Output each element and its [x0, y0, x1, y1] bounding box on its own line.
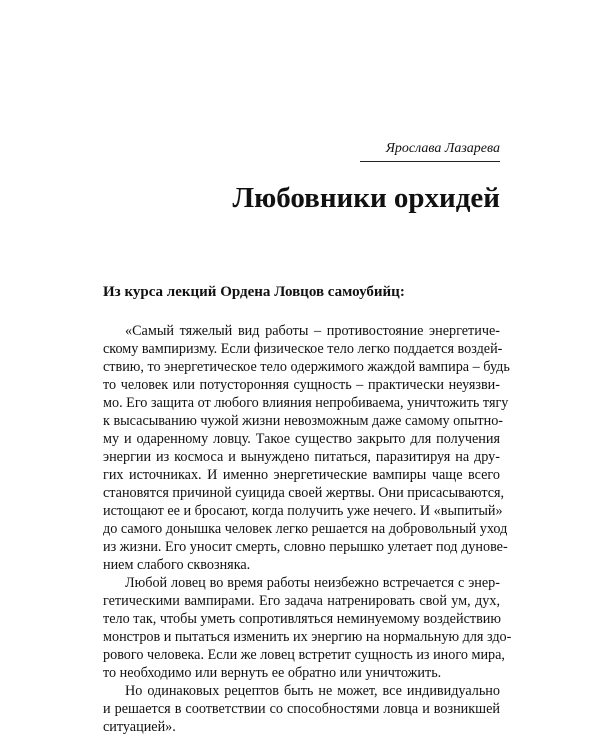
text-line: Но одинаковых рецептов быть не может, все индивидуально [125, 683, 500, 699]
text-line: Любой ловец во время работы неизбежно встречается с энер- [125, 575, 500, 591]
text-line: к высасыванию чужой жизни невозможным даже самому опытно- [103, 413, 504, 429]
text-line: рового человека. Если же ловец встретит сущность из иного мира, [103, 647, 505, 663]
text-line: до самого донышка человек легко решается на добровольный уход [103, 521, 508, 537]
text-line: му и одаренному ловцу. Такое существо закрыто для получения [103, 431, 500, 447]
text-line: нием слабого сквозняка. [103, 557, 251, 573]
text-line: гих источниках. И именно энергетические вампиры чаще всего [103, 467, 500, 483]
body-text [103, 322, 512, 736]
text-line: тело так, чтобы уметь сопротивляться неминуемому воздействию [103, 611, 501, 627]
text-line: монстров и пытаться изменить их энергию на нормальную для здо- [103, 629, 512, 645]
text-line: гетическими вампирами. Его задача натренировать свой ум, дух, [103, 593, 500, 609]
text-line: «Самый тяжелый вид работы – противостояние энергетиче- [125, 323, 500, 339]
story-title: Любовники орхидей [232, 182, 500, 214]
text-line: мо. Его защита от любого влияния непробиваема, уничтожить тягу [103, 395, 509, 411]
text-line: то необходимо или вернуть ее обратно или уничтожить. [103, 665, 442, 681]
text-line: и решается в соответствии со способностями ловца и возникшей [103, 701, 500, 717]
section-heading: Из курса лекций Ордена Ловцов самоубийц: [103, 284, 405, 300]
text-line: энергии из космоса и вынуждено питаться, паразитируя на дру- [103, 449, 500, 465]
text-line: скому вампиризму. Если физическое тело легко поддается воздей- [103, 341, 503, 357]
text-line: ситуацией». [103, 719, 176, 735]
author-underline [360, 161, 500, 162]
text-line: из жизни. Его уносит смерть, словно перышко улетает под дунове- [103, 539, 508, 555]
text-line: становятся причиной суицида своей жертвы. Они присасываются, [103, 485, 505, 501]
text-line: то человек или потусторонняя сущность – практически неуязви- [103, 377, 500, 393]
author-block [360, 140, 500, 162]
text-line: истощают ее и бросают, когда получить уже нечего. И «выпитый» [103, 503, 503, 519]
author-name: Ярослава Лазарева [385, 141, 500, 156]
text-line: ствию, то энергетическое тело одержимого жаждой вампира – будь [103, 359, 510, 375]
